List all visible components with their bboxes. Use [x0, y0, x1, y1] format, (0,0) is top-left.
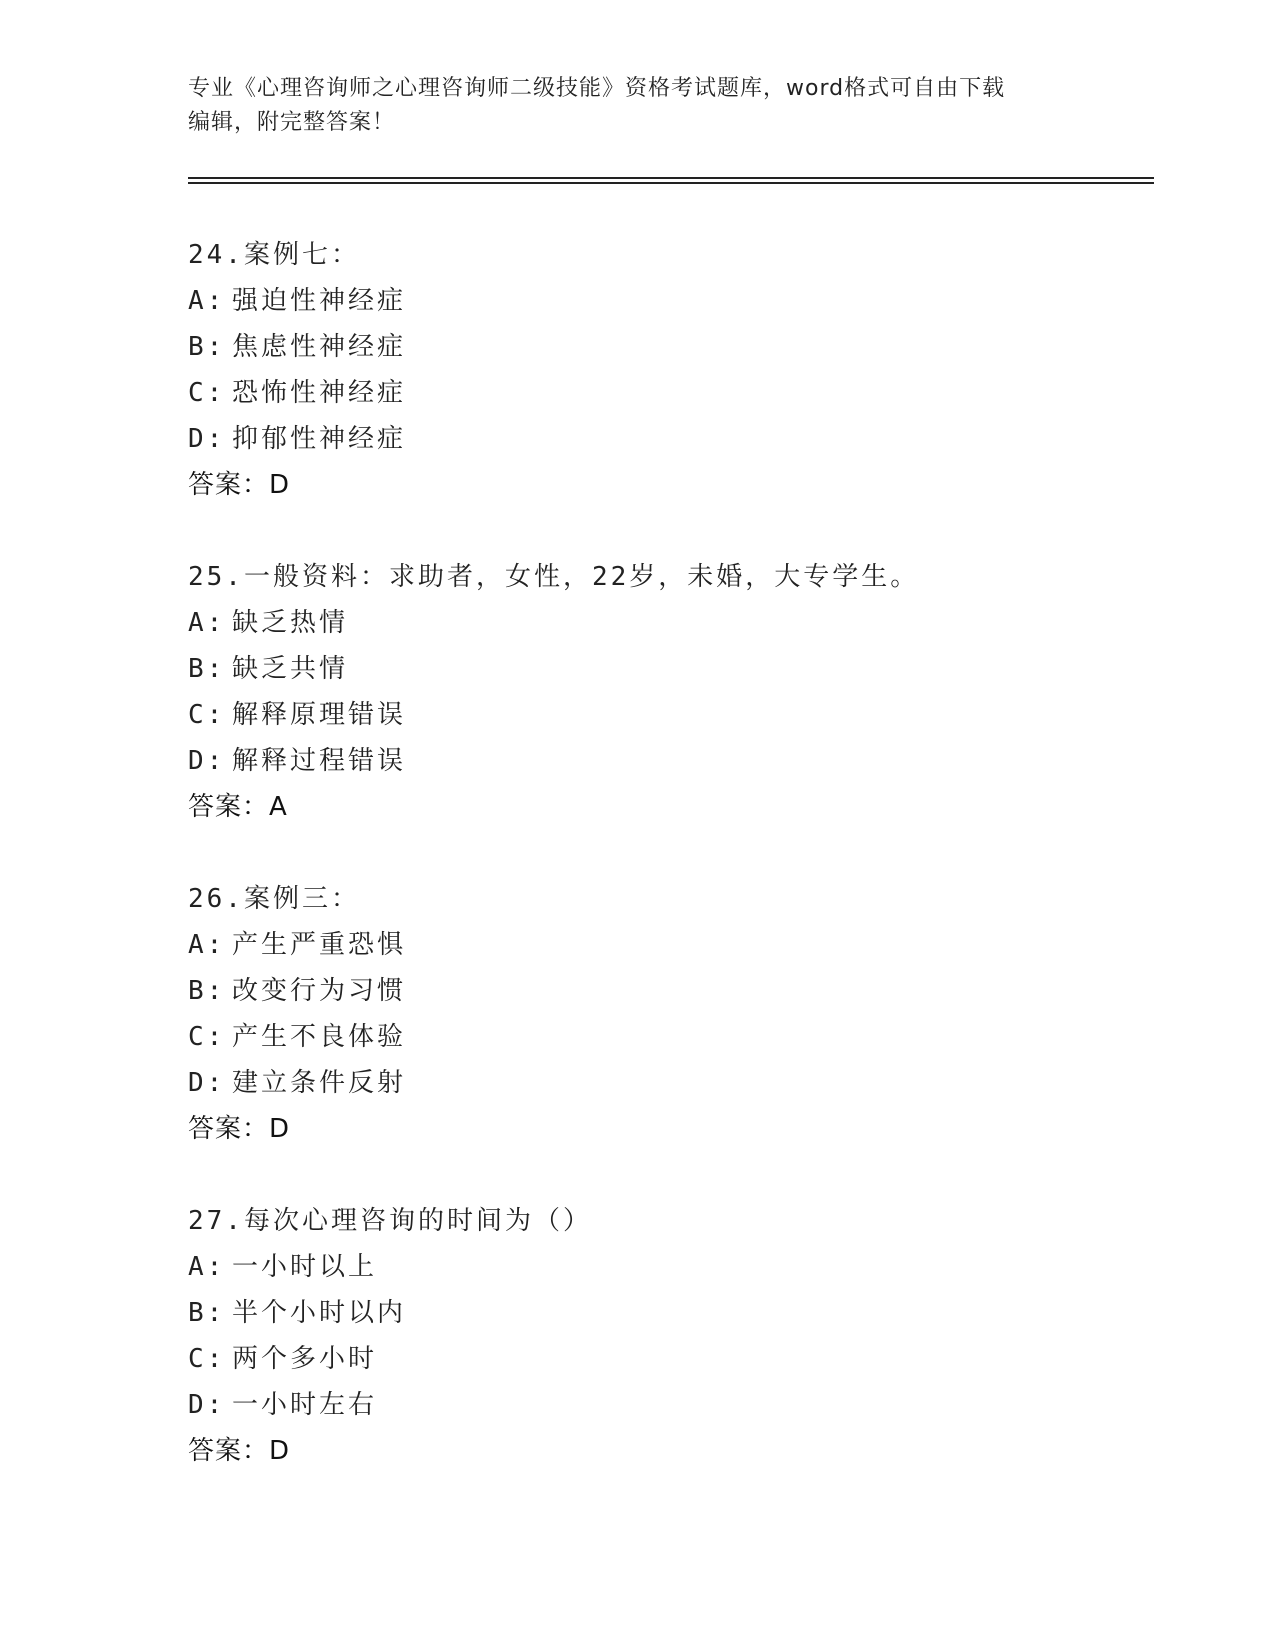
option-label: A: [188, 608, 226, 638]
question-stem: 25.一般资料：求助者，女性，22岁，未婚，大专学生。 [188, 562, 920, 592]
question-stem: 24.案例七： [188, 240, 360, 270]
option-c [188, 692, 1148, 738]
option-text: 缺乏共情 [232, 654, 349, 684]
option-b [188, 968, 1148, 1014]
option-text: 抑郁性神经症 [232, 424, 407, 454]
option-d [188, 738, 1148, 784]
option-label: A: [188, 1252, 226, 1282]
option-b [188, 1290, 1148, 1336]
option-text: 产生严重恐惧 [232, 930, 407, 960]
option-label: A: [188, 930, 226, 960]
option-label: D: [188, 424, 226, 454]
option-label: C: [188, 378, 226, 408]
answer-line: 答案：A [188, 792, 288, 822]
document-header [188, 72, 1088, 140]
option-text: 半个小时以内 [232, 1298, 407, 1328]
question-stem: 26.案例三： [188, 884, 360, 914]
answer-line: 答案：D [188, 470, 291, 500]
option-d [188, 416, 1148, 462]
option-text: 两个多小时 [232, 1344, 378, 1374]
option-label: B: [188, 654, 226, 684]
header-divider-top [188, 177, 1154, 179]
header-divider-bottom [188, 182, 1154, 184]
question-stem: 27.每次心理咨询的时间为（） [188, 1206, 592, 1236]
option-text: 一小时左右 [232, 1390, 378, 1420]
option-b [188, 646, 1148, 692]
option-label: D: [188, 746, 226, 776]
option-text: 解释原理错误 [232, 700, 407, 730]
option-c [188, 1336, 1148, 1382]
option-d [188, 1060, 1148, 1106]
option-text: 强迫性神经症 [232, 286, 407, 316]
question-26 [188, 876, 1148, 1152]
option-label: D: [188, 1390, 226, 1420]
option-text: 产生不良体验 [232, 1022, 407, 1052]
option-text: 恐怖性神经症 [232, 378, 407, 408]
answer-line: 答案：D [188, 1436, 291, 1466]
option-label: C: [188, 700, 226, 730]
option-c [188, 1014, 1148, 1060]
option-text: 解释过程错误 [232, 746, 407, 776]
option-a [188, 1244, 1148, 1290]
option-b [188, 324, 1148, 370]
option-text: 一小时以上 [232, 1252, 378, 1282]
option-label: D: [188, 1068, 226, 1098]
option-label: C: [188, 1344, 226, 1374]
option-a [188, 278, 1148, 324]
question-25 [188, 554, 1148, 830]
header-line-2: 编辑，附完整答案！ [188, 110, 396, 135]
option-label: B: [188, 332, 226, 362]
option-a [188, 922, 1148, 968]
answer-line: 答案：D [188, 1114, 291, 1144]
option-label: B: [188, 976, 226, 1006]
option-label: A: [188, 286, 226, 316]
header-line-1: 专业《心理咨询师之心理咨询师二级技能》资格考试题库，word格式可自由下载 [188, 76, 1006, 101]
option-text: 改变行为习惯 [232, 976, 407, 1006]
option-text: 缺乏热情 [232, 608, 349, 638]
option-label: B: [188, 1298, 226, 1328]
question-24 [188, 232, 1148, 508]
option-text: 焦虑性神经症 [232, 332, 407, 362]
question-list [188, 232, 1148, 1520]
question-27 [188, 1198, 1148, 1474]
option-d [188, 1382, 1148, 1428]
option-c [188, 370, 1148, 416]
option-text: 建立条件反射 [232, 1068, 407, 1098]
option-label: C: [188, 1022, 226, 1052]
option-a [188, 600, 1148, 646]
